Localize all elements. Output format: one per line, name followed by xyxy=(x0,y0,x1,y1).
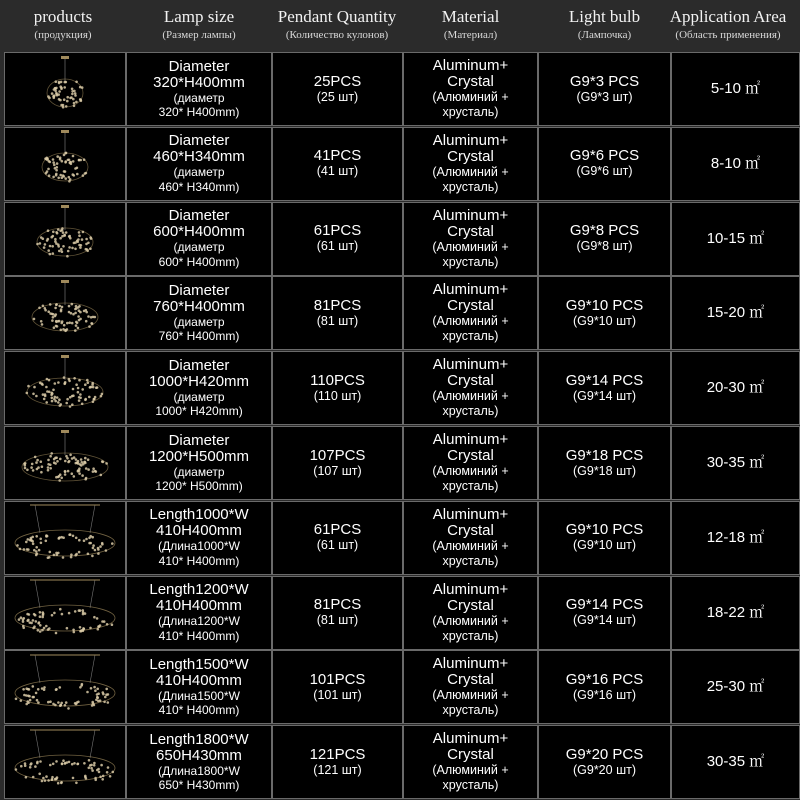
application-area-cell xyxy=(671,202,800,276)
chandelier-icon xyxy=(10,578,120,647)
lamp-size-cell xyxy=(126,725,272,799)
material-line-ru-2: хрусталь) xyxy=(442,105,499,119)
product-image-cell xyxy=(4,501,126,575)
pendant-quantity-cell xyxy=(272,202,403,276)
quantity-ru: (81 шт) xyxy=(316,613,359,628)
size-line-en-2: 1000*H420mm xyxy=(148,372,250,390)
table-row xyxy=(4,127,800,201)
chandelier-icon xyxy=(10,503,120,572)
quantity-ru: (61 шт) xyxy=(316,538,359,553)
size-line-en-2: 760*H400mm xyxy=(153,297,245,315)
product-image-cell xyxy=(4,426,126,500)
material-cell xyxy=(403,276,538,350)
material-line-en-2: Crystal xyxy=(447,671,494,689)
size-line-en-2: 410H400mm xyxy=(156,597,242,615)
material-line-en-2: Crystal xyxy=(447,73,494,90)
size-line-ru-1: (диаметр xyxy=(173,240,225,255)
material-cell xyxy=(403,202,538,276)
table-row xyxy=(4,426,800,500)
quantity-en: 41PCS xyxy=(313,147,362,165)
quantity-en: 81PCS xyxy=(313,296,362,314)
material-line-en-2: Crystal xyxy=(447,372,494,390)
material-line-ru-1: (Алюминий + xyxy=(432,389,509,404)
header-label-en: products xyxy=(33,7,93,26)
table-row xyxy=(4,501,800,575)
material-line-ru-2: хрусталь) xyxy=(442,628,499,643)
size-line-ru-2: 410* H400mm) xyxy=(158,703,240,718)
quantity-en: 61PCS xyxy=(313,521,362,539)
light-bulb-cell xyxy=(538,202,671,276)
application-area-cell xyxy=(671,276,800,350)
table-row xyxy=(4,725,800,799)
material-line-ru-1: (Алюминий + xyxy=(432,314,509,329)
quantity-en: 61PCS xyxy=(313,222,362,240)
bulb-en: G9*10 PCS xyxy=(565,521,644,539)
size-line-en-2: 320*H400mm xyxy=(153,73,245,91)
size-line-en-1: Diameter xyxy=(168,431,230,449)
lamp-size-cell xyxy=(126,576,272,650)
material-line-en-1: Aluminum+ xyxy=(432,730,509,748)
table-row xyxy=(4,576,800,650)
size-line-ru-2: 410* H400mm) xyxy=(158,553,240,568)
size-line-en-1: Length1200*W xyxy=(149,581,249,599)
light-bulb-cell xyxy=(538,725,671,799)
chandelier-icon xyxy=(10,354,120,423)
lamp-size-cell xyxy=(126,52,272,126)
bulb-en: G9*10 PCS xyxy=(565,296,644,314)
size-line-en-1: Diameter xyxy=(168,281,230,299)
application-area-value: 30-35 ㎡ xyxy=(706,753,765,771)
size-line-ru-1: (диаметр xyxy=(173,314,225,329)
product-image-cell xyxy=(4,127,126,201)
chandelier-icon xyxy=(10,429,120,498)
bulb-en: G9*14 PCS xyxy=(565,596,644,614)
table-header xyxy=(0,0,800,52)
pendant-quantity-cell xyxy=(272,127,403,201)
lamp-size-cell xyxy=(126,202,272,276)
material-cell xyxy=(403,52,538,126)
size-line-ru-1: (диаметр xyxy=(173,90,225,105)
product-image-cell xyxy=(4,725,126,799)
quantity-ru: (41 шт) xyxy=(316,164,359,179)
application-area-value: 10-15 ㎡ xyxy=(706,229,765,247)
size-line-ru-1: (диаметр xyxy=(173,389,225,404)
material-line-en-2: Crystal xyxy=(447,297,494,315)
application-area-cell xyxy=(671,351,800,425)
bulb-ru: (G9*3 шт) xyxy=(576,89,633,104)
pendant-quantity-cell xyxy=(272,725,403,799)
quantity-ru: (25 шт) xyxy=(316,89,359,104)
bulb-en: G9*16 PCS xyxy=(565,670,644,688)
size-line-en-1: Length1000*W xyxy=(149,506,249,524)
size-line-ru-1: (Длина1000*W xyxy=(158,539,240,554)
header-light-bulb xyxy=(538,0,671,52)
spec-table xyxy=(4,52,800,800)
material-cell xyxy=(403,351,538,425)
material-line-ru-1: (Алюминий + xyxy=(432,688,509,703)
bulb-en: G9*14 PCS xyxy=(565,371,644,389)
lamp-size-cell xyxy=(126,127,272,201)
application-area-cell xyxy=(671,576,800,650)
application-area-cell xyxy=(671,52,800,126)
bulb-en: G9*6 PCS xyxy=(569,147,640,165)
quantity-en: 107PCS xyxy=(309,446,366,464)
size-line-en-2: 410H400mm xyxy=(156,522,242,540)
pendant-quantity-cell xyxy=(272,276,403,350)
size-line-en-2: 1200*H500mm xyxy=(148,447,250,465)
light-bulb-cell xyxy=(538,52,671,126)
application-area-value: 5-10 ㎡ xyxy=(710,80,761,97)
lamp-size-cell xyxy=(126,501,272,575)
application-area-value: 30-35 ㎡ xyxy=(706,454,765,471)
table-row xyxy=(4,351,800,425)
chandelier-icon xyxy=(10,279,120,348)
size-line-ru-1: (диаметр xyxy=(173,464,225,479)
light-bulb-cell xyxy=(538,426,671,500)
material-line-en-1: Aluminum+ xyxy=(432,131,509,149)
material-line-ru-2: хрусталь) xyxy=(442,479,499,493)
size-line-ru-1: (диаметр xyxy=(173,165,225,180)
material-line-en-2: Crystal xyxy=(447,521,494,539)
material-line-en-1: Aluminum+ xyxy=(432,281,509,299)
material-line-ru-1: (Алюминий + xyxy=(432,164,509,179)
chandelier-icon xyxy=(10,204,120,273)
material-line-ru-2: хрусталь) xyxy=(442,329,499,344)
bulb-ru: (G9*14 шт) xyxy=(572,388,636,403)
material-line-ru-2: хрусталь) xyxy=(442,179,499,194)
size-line-ru-1: (Длина1200*W xyxy=(158,614,240,629)
size-line-en-1: Diameter xyxy=(168,356,230,374)
pendant-quantity-cell xyxy=(272,576,403,650)
header-label-ru: (Размер лампы) xyxy=(162,29,236,41)
size-line-ru-2: 1000* H420mm) xyxy=(155,404,243,419)
pendant-quantity-cell xyxy=(272,501,403,575)
material-line-en-2: Crystal xyxy=(447,746,494,764)
application-area-value: 8-10 ㎡ xyxy=(710,154,761,172)
header-label-en: Application Area xyxy=(669,7,787,26)
bulb-en: G9*3 PCS xyxy=(569,72,640,90)
product-image-cell xyxy=(4,576,126,650)
material-cell xyxy=(403,501,538,575)
size-line-ru-2: 410* H400mm) xyxy=(158,628,240,643)
header-lamp-size xyxy=(126,0,272,52)
size-line-ru-2: 1200* H500mm) xyxy=(155,479,243,493)
header-label-en: Material xyxy=(441,7,500,26)
pendant-quantity-cell xyxy=(272,52,403,126)
quantity-en: 110PCS xyxy=(310,371,365,389)
material-cell xyxy=(403,127,538,201)
material-line-en-1: Aluminum+ xyxy=(432,206,509,224)
lamp-size-cell xyxy=(126,426,272,500)
light-bulb-cell xyxy=(538,501,671,575)
header-label-en: Light bulb xyxy=(568,7,641,26)
product-image-cell xyxy=(4,276,126,350)
size-line-en-2: 410H400mm xyxy=(156,671,242,689)
size-line-en-2: 650H430mm xyxy=(156,746,242,764)
quantity-en: 121PCS xyxy=(309,745,366,763)
material-line-en-1: Aluminum+ xyxy=(432,356,509,374)
application-area-cell xyxy=(671,501,800,575)
light-bulb-cell xyxy=(538,276,671,350)
quantity-ru: (61 шт) xyxy=(316,239,359,254)
quantity-ru: (110 шт) xyxy=(313,388,362,403)
size-line-en-2: 460*H340mm xyxy=(153,148,245,166)
product-image-cell xyxy=(4,650,126,724)
header-label-en: Lamp size xyxy=(163,7,235,26)
size-line-ru-1: (Длина1500*W xyxy=(158,688,240,703)
bulb-ru: (G9*10 шт) xyxy=(572,538,636,553)
size-line-en-1: Diameter xyxy=(168,132,230,150)
header-label-ru: (Количество кулонов) xyxy=(285,29,389,41)
material-cell xyxy=(403,426,538,500)
material-line-en-1: Aluminum+ xyxy=(432,655,509,673)
table-row xyxy=(4,52,800,126)
bulb-ru: (G9*14 шт) xyxy=(572,613,636,628)
material-cell xyxy=(403,650,538,724)
pendant-quantity-cell xyxy=(272,426,403,500)
product-image-cell xyxy=(4,52,126,126)
application-area-value: 15-20 ㎡ xyxy=(706,304,765,322)
material-line-en-1: Aluminum+ xyxy=(432,505,509,523)
quantity-en: 101PCS xyxy=(309,670,366,688)
product-image-cell xyxy=(4,351,126,425)
lamp-size-cell xyxy=(126,276,272,350)
quantity-ru: (107 шт) xyxy=(313,463,362,478)
pendant-quantity-cell xyxy=(272,650,403,724)
material-line-en-2: Crystal xyxy=(447,596,494,614)
bulb-ru: (G9*6 шт) xyxy=(576,164,633,179)
light-bulb-cell xyxy=(538,576,671,650)
size-line-en-1: Diameter xyxy=(168,57,230,75)
material-line-en-1: Aluminum+ xyxy=(432,57,509,74)
quantity-ru: (81 шт) xyxy=(316,313,359,328)
table-row xyxy=(4,650,800,724)
application-area-value: 20-30 ㎡ xyxy=(706,379,765,397)
chandelier-icon xyxy=(10,55,120,124)
lamp-size-cell xyxy=(126,351,272,425)
application-area-value: 18-22 ㎡ xyxy=(706,603,765,621)
header-products xyxy=(0,0,126,52)
size-line-ru-2: 650* H430mm) xyxy=(158,778,240,793)
size-line-ru-2: 760* H400mm) xyxy=(158,329,240,344)
header-label-ru: (Лампочка) xyxy=(577,29,632,41)
material-line-ru-1: (Алюминий + xyxy=(432,613,509,628)
size-line-ru-2: 600* H400mm) xyxy=(158,254,240,269)
product-image-cell xyxy=(4,202,126,276)
table-row xyxy=(4,276,800,350)
bulb-ru: (G9*16 шт) xyxy=(572,687,636,702)
application-area-value: 25-30 ㎡ xyxy=(706,678,765,696)
application-area-cell xyxy=(671,650,800,724)
light-bulb-cell xyxy=(538,127,671,201)
chandelier-icon xyxy=(10,653,120,722)
material-line-ru-2: хрусталь) xyxy=(442,703,499,718)
bulb-ru: (G9*10 шт) xyxy=(572,313,636,328)
bulb-en: G9*8 PCS xyxy=(569,222,640,240)
material-cell xyxy=(403,725,538,799)
quantity-ru: (121 шт) xyxy=(313,762,362,777)
material-line-ru-1: (Алюминий + xyxy=(432,464,509,478)
material-line-ru-1: (Алюминий + xyxy=(432,90,509,104)
size-line-en-1: Diameter xyxy=(168,207,230,225)
bulb-ru: (G9*20 шт) xyxy=(572,762,636,777)
size-line-ru-2: 320* H400mm) xyxy=(158,105,240,119)
header-label-en: Pendant Quantity xyxy=(277,7,397,26)
material-line-en-1: Aluminum+ xyxy=(432,431,509,448)
application-area-cell xyxy=(671,725,800,799)
chandelier-icon xyxy=(10,129,120,198)
material-line-ru-2: хрусталь) xyxy=(442,778,499,793)
size-line-ru-1: (Длина1800*W xyxy=(158,763,240,778)
material-line-ru-2: хрусталь) xyxy=(442,553,499,568)
material-line-en-1: Aluminum+ xyxy=(432,580,509,598)
bulb-ru: (G9*8 шт) xyxy=(576,239,633,254)
table-row xyxy=(4,202,800,276)
size-line-en-2: 600*H400mm xyxy=(153,223,245,241)
header-material xyxy=(403,0,538,52)
header-label-ru: (Область применения) xyxy=(675,29,781,41)
lamp-size-cell xyxy=(126,650,272,724)
pendant-quantity-cell xyxy=(272,351,403,425)
material-line-ru-1: (Алюминий + xyxy=(432,763,509,778)
header-label-ru: (Материал) xyxy=(443,29,498,41)
header-pendant-quantity xyxy=(258,0,416,52)
size-line-en-1: Length1500*W xyxy=(149,655,249,673)
quantity-en: 25PCS xyxy=(313,72,362,90)
material-line-en-2: Crystal xyxy=(447,147,494,165)
material-line-ru-2: хрусталь) xyxy=(442,404,499,419)
material-cell xyxy=(403,576,538,650)
quantity-ru: (101 шт) xyxy=(313,687,362,702)
application-area-cell xyxy=(671,127,800,201)
header-label-ru: (продукция) xyxy=(34,29,92,41)
material-line-en-2: Crystal xyxy=(447,222,494,240)
size-line-en-1: Length1800*W xyxy=(149,730,249,748)
material-line-ru-2: хрусталь) xyxy=(442,254,499,269)
chandelier-icon xyxy=(10,728,120,797)
bulb-ru: (G9*18 шт) xyxy=(572,463,636,478)
light-bulb-cell xyxy=(538,351,671,425)
material-line-en-2: Crystal xyxy=(447,447,494,464)
header-application-area xyxy=(656,0,800,52)
application-area-value: 12-18 ㎡ xyxy=(706,528,765,546)
bulb-en: G9*20 PCS xyxy=(565,745,644,763)
quantity-en: 81PCS xyxy=(313,596,362,614)
bulb-en: G9*18 PCS xyxy=(565,446,644,464)
light-bulb-cell xyxy=(538,650,671,724)
application-area-cell xyxy=(671,426,800,500)
material-line-ru-1: (Алюминий + xyxy=(432,538,509,553)
material-line-ru-1: (Алюминий + xyxy=(432,239,509,254)
size-line-ru-2: 460* H340mm) xyxy=(158,179,240,194)
